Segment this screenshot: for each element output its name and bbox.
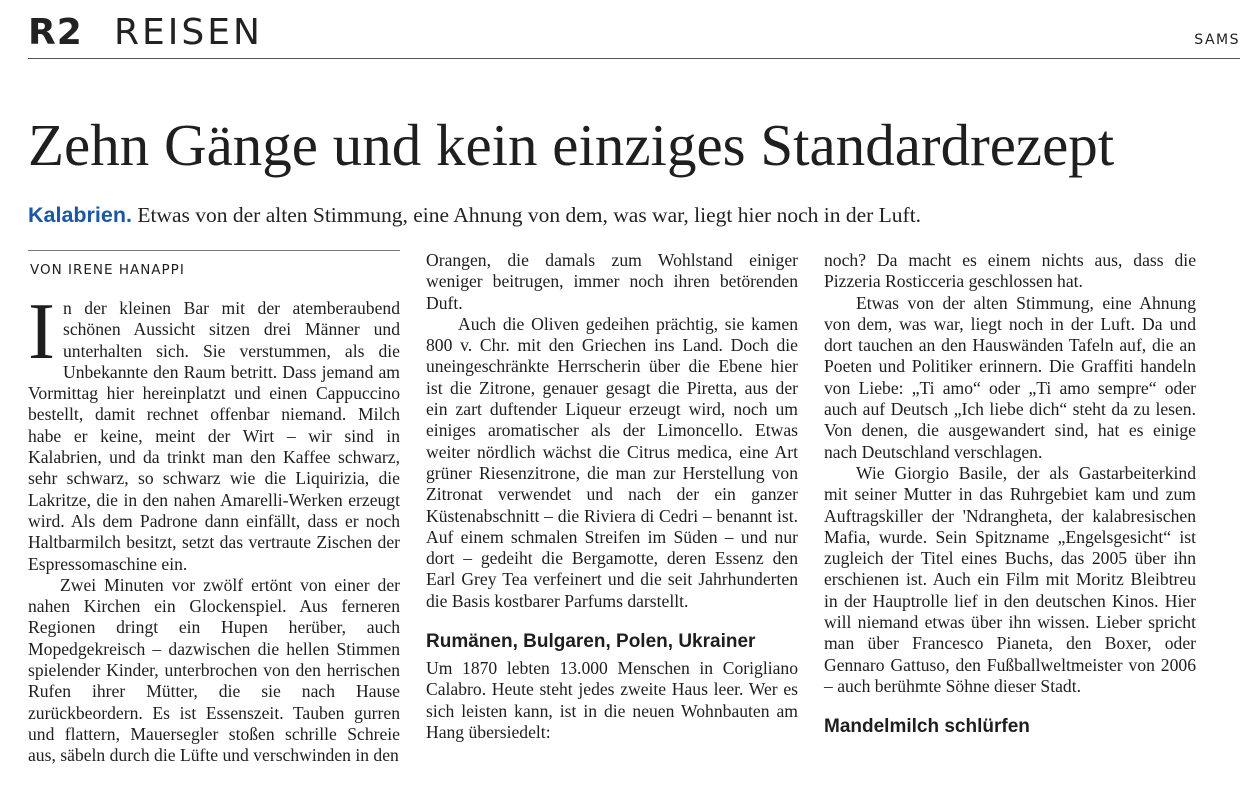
paragraph: Auch die Oliven gedeihen prächtig, sie kamen 800 v. Chr. mit den Griechen ins Land. Doch die uneingeschränkte Herrscherin über die Ebene hier ist die Zitrone, genauer gesagt die Piretta, aus der ein zart duftender Liqueur erzeugt wird, noch um einiges aromatischer als der Limoncello. Etwas weiter nördlich wächst die Citrus medica, eine Art grüner Riesenzitrone, die man zur Herstellung von Zitronat verwendet und nach der ein ganzer Küstenabschnitt – die Riviera di Cedri – benannt ist. Auf einem schmalen Streifen im Süden – und nur dort – gedeiht die Bergamotte, deren Essenz den Earl Grey Tea verfeinert und die seit Jahrhunderten die Basis kostbarer Parfums darstellt. bbox=[426, 313, 798, 611]
paragraph: noch? Da macht es einem nichts aus, dass die Pizzeria Rosticceria geschlossen hat. bbox=[824, 250, 1196, 292]
paragraph: Um 1870 lebten 13.000 Menschen in Corigliano Calabro. Heute steht jedes zweite Haus leer. Wer es sich leisten kann, ist in die neuen Wohnbauten am Hang übersiedelt: bbox=[426, 658, 798, 742]
page-header bbox=[28, 8, 1240, 59]
byline: VON IRENE HANAPPI bbox=[28, 250, 400, 283]
paragraph: Orangen, die damals zum Wohlstand einiger weniger beitrugen, immer noch ihren betörenden Duft. bbox=[426, 250, 798, 313]
article-headline: Zehn Gänge und kein einziges Standardrezept bbox=[28, 112, 1115, 178]
subheading: Rumänen, Bulgaren, Polen, Ukrainer bbox=[426, 631, 756, 653]
subheading: Mandelmilch schlürfen bbox=[824, 716, 1030, 738]
kicker: Kalabrien. bbox=[28, 203, 132, 227]
article-subheadline bbox=[28, 200, 1218, 230]
text-column-3 bbox=[824, 250, 1196, 743]
paragraph bbox=[28, 286, 400, 575]
text-column-1 bbox=[28, 250, 400, 767]
section-number: R2 bbox=[28, 12, 83, 53]
section-name: REISEN bbox=[114, 12, 263, 53]
drop-cap: I bbox=[28, 286, 55, 376]
text-column-2 bbox=[426, 250, 798, 743]
paragraph: Zwei Minuten vor zwölf ertönt von einer der nahen Kirchen ein Glockenspiel. Aus ferneren Regionen dringt ein Hupen herüber, auch Mopedgekreisch – dazwischen die hellen Stimmen spielender Kinder, unterbrochen von den herrischen Rufen ihrer Mütter, die sie nach Hause zurückbeordern. Es ist Essenszeit. Tauben gurren und flattern, Mauersegler stoßen schrille Schreie aus, säbeln durch die Lüfte und verschwinden in den bbox=[28, 574, 400, 766]
paragraph-text: n der kleinen Bar mit der atemberaubend schönen Aussicht sitzen drei Männer und unterhalten sich. Sie verstummen, als die Unbekannte den Raum betritt. Dass jemand am Vormittag hier hereinplatzt und einen Cappuccino bestellt, damit rechnet offenbar niemand. Milch habe er keine, meint der Wirt – wir sind in Kalabrien, und da trinkt man den Kaffee schwarz, sehr schwarz, so schwarz wie die Liquirizia, die Lakritze, die in den nahen Amarelli-Werken erzeugt wird. Als dem Padrone dann einfällt, dass er noch Haltbarmilch besitzt, setzt das vertraute Zischen der Espressomaschine ein. bbox=[28, 298, 400, 574]
subheadline-text: Etwas von der alten Stimmung, eine Ahnung von dem, was war, liegt hier noch in der Luft. bbox=[131, 203, 922, 227]
paragraph: Wie Giorgio Basile, der als Gastarbeiterkind mit seiner Mutter in das Ruhrgebiet kam und zum Auftragskiller der 'Ndrangheta, der kalabresischen Mafia, wurde. Sein Spitzname „Engelsgesicht“ ist zugleich der Titel eines Buchs, das 2005 über ihn erschienen ist. Auch ein Film mit Moritz Bleibtreu in der Hauptrolle lief in den deutschen Kinos. Hier will niemand etwas über ihn wissen. Lieber spricht man über Francesco Pianeta, den Boxer, oder Gennaro Gattuso, den Fußballweltmeister von 2006 – auch berühmte Söhne dieser Stadt. bbox=[824, 462, 1196, 696]
paragraph: Etwas von der alten Stimmung, eine Ahnung von dem, was war, liegt noch in der Luft. Da und dort tauchen an den Hauswänden Tafeln auf, die an Poeten und Politiker erinnern. Die Graffiti handeln von Liebe: „Ti amo“ oder „Ti amo sempre“ oder auch auf Deutsch „Ich liebe dich“ steht da zu lesen. Von denen, die ausgewandert sind, hat es einige nach Deutschland verschlagen. bbox=[824, 292, 1196, 462]
issue-date: SAMS bbox=[1194, 32, 1240, 48]
